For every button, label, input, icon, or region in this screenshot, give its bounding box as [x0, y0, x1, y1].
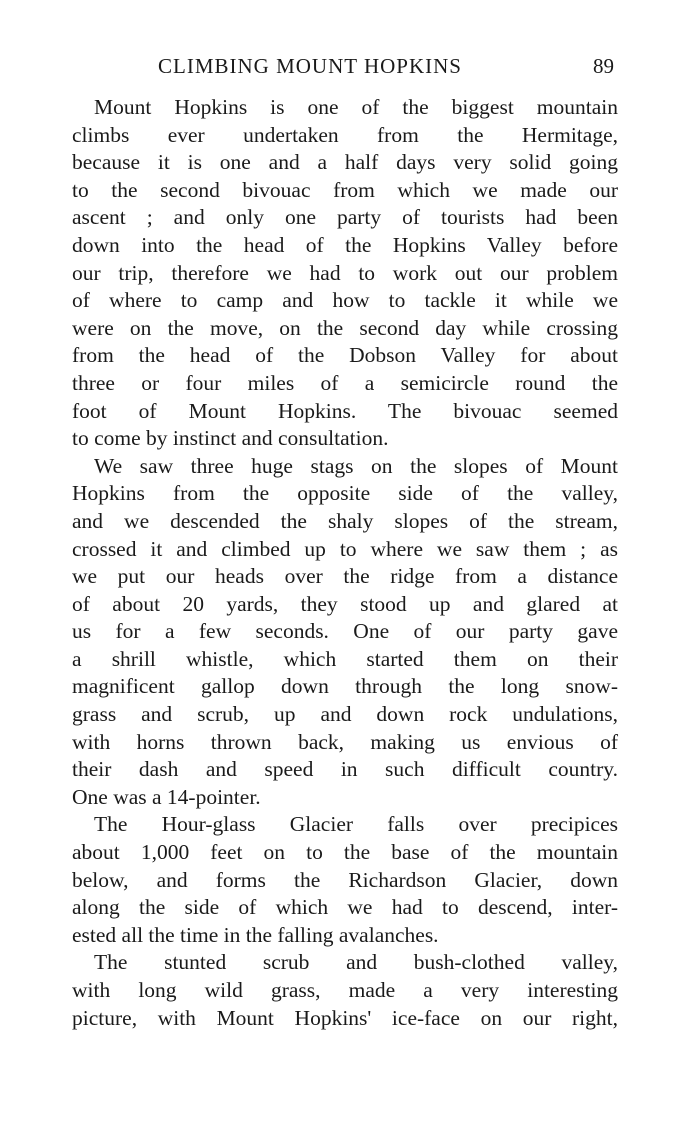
text-line: crossed it and climbed up to where we saw them ; as — [72, 536, 618, 561]
text-line: Mount Hopkins is one of the biggest mountain — [94, 95, 618, 119]
running-head — [72, 54, 618, 84]
text-line: We saw three huge stags on the slopes of Mount — [94, 453, 618, 478]
text-line: we put our heads over the ridge from a distance — [72, 564, 618, 589]
text-line: of where to camp and how to tackle it while we — [72, 288, 618, 313]
text-line: a shrill whistle, which started them on their — [72, 646, 618, 671]
text-line: picture, with Mount Hopkins' ice-face on our right, — [72, 1005, 618, 1030]
text-line: One was a 14-pointer. — [72, 784, 261, 809]
text-line: because it is one and a half days very solid going — [72, 150, 618, 175]
paragraph-1 — [72, 94, 618, 453]
paragraph-3 — [72, 811, 618, 949]
text-line: and we descended the shaly slopes of the stream, — [72, 508, 618, 533]
text-line: from the head of the Dobson Valley for about — [72, 343, 618, 368]
body-text — [72, 94, 618, 1032]
text-line: foot of Mount Hopkins. The bivouac seemed — [72, 398, 618, 423]
text-line: The stunted scrub and bush-clothed valley, — [94, 950, 618, 975]
text-line: with horns thrown back, making us envious of — [72, 729, 618, 754]
text-line: magnificent gallop down through the long snow- — [72, 674, 618, 699]
text-line: Hopkins from the opposite side of the valley, — [72, 481, 618, 506]
text-line: their dash and speed in such difficult country. — [72, 757, 618, 782]
text-line: our trip, therefore we had to work out our problem — [72, 260, 618, 285]
paragraph-2 — [72, 453, 618, 812]
text-line: to the second bivouac from which we made our — [72, 177, 618, 202]
text-line: with long wild grass, made a very interesting — [72, 978, 618, 1002]
text-line: climbs ever undertaken from the Hermitage, — [72, 122, 618, 147]
text-line: along the side of which we had to descend, inter- — [72, 895, 618, 920]
text-line: three or four miles of a semicircle round the — [72, 370, 618, 395]
text-line: ascent ; and only one party of tourists had been — [72, 205, 618, 230]
text-line: us for a few seconds. One of our party gave — [72, 619, 618, 644]
text-line: to come by instinct and consultation. — [72, 426, 389, 451]
text-line: grass and scrub, up and down rock undulations, — [72, 702, 618, 727]
text-line: of about 20 yards, they stood up and glared at — [72, 591, 618, 616]
text-line: ested all the time in the falling avalanches. — [72, 922, 439, 947]
text-line: about 1,000 feet on to the base of the mountain — [72, 840, 618, 865]
page-number: 89 — [593, 54, 614, 78]
text-line: The Hour-glass Glacier falls over precipices — [94, 812, 618, 837]
paragraph-4 — [72, 949, 618, 1032]
text-line: down into the head of the Hopkins Valley before — [72, 232, 618, 257]
text-line: were on the move, on the second day while crossing — [72, 315, 618, 340]
running-title: CLIMBING MOUNT HOPKINS — [158, 54, 462, 78]
text-line: below, and forms the Richardson Glacier, down — [72, 867, 618, 892]
